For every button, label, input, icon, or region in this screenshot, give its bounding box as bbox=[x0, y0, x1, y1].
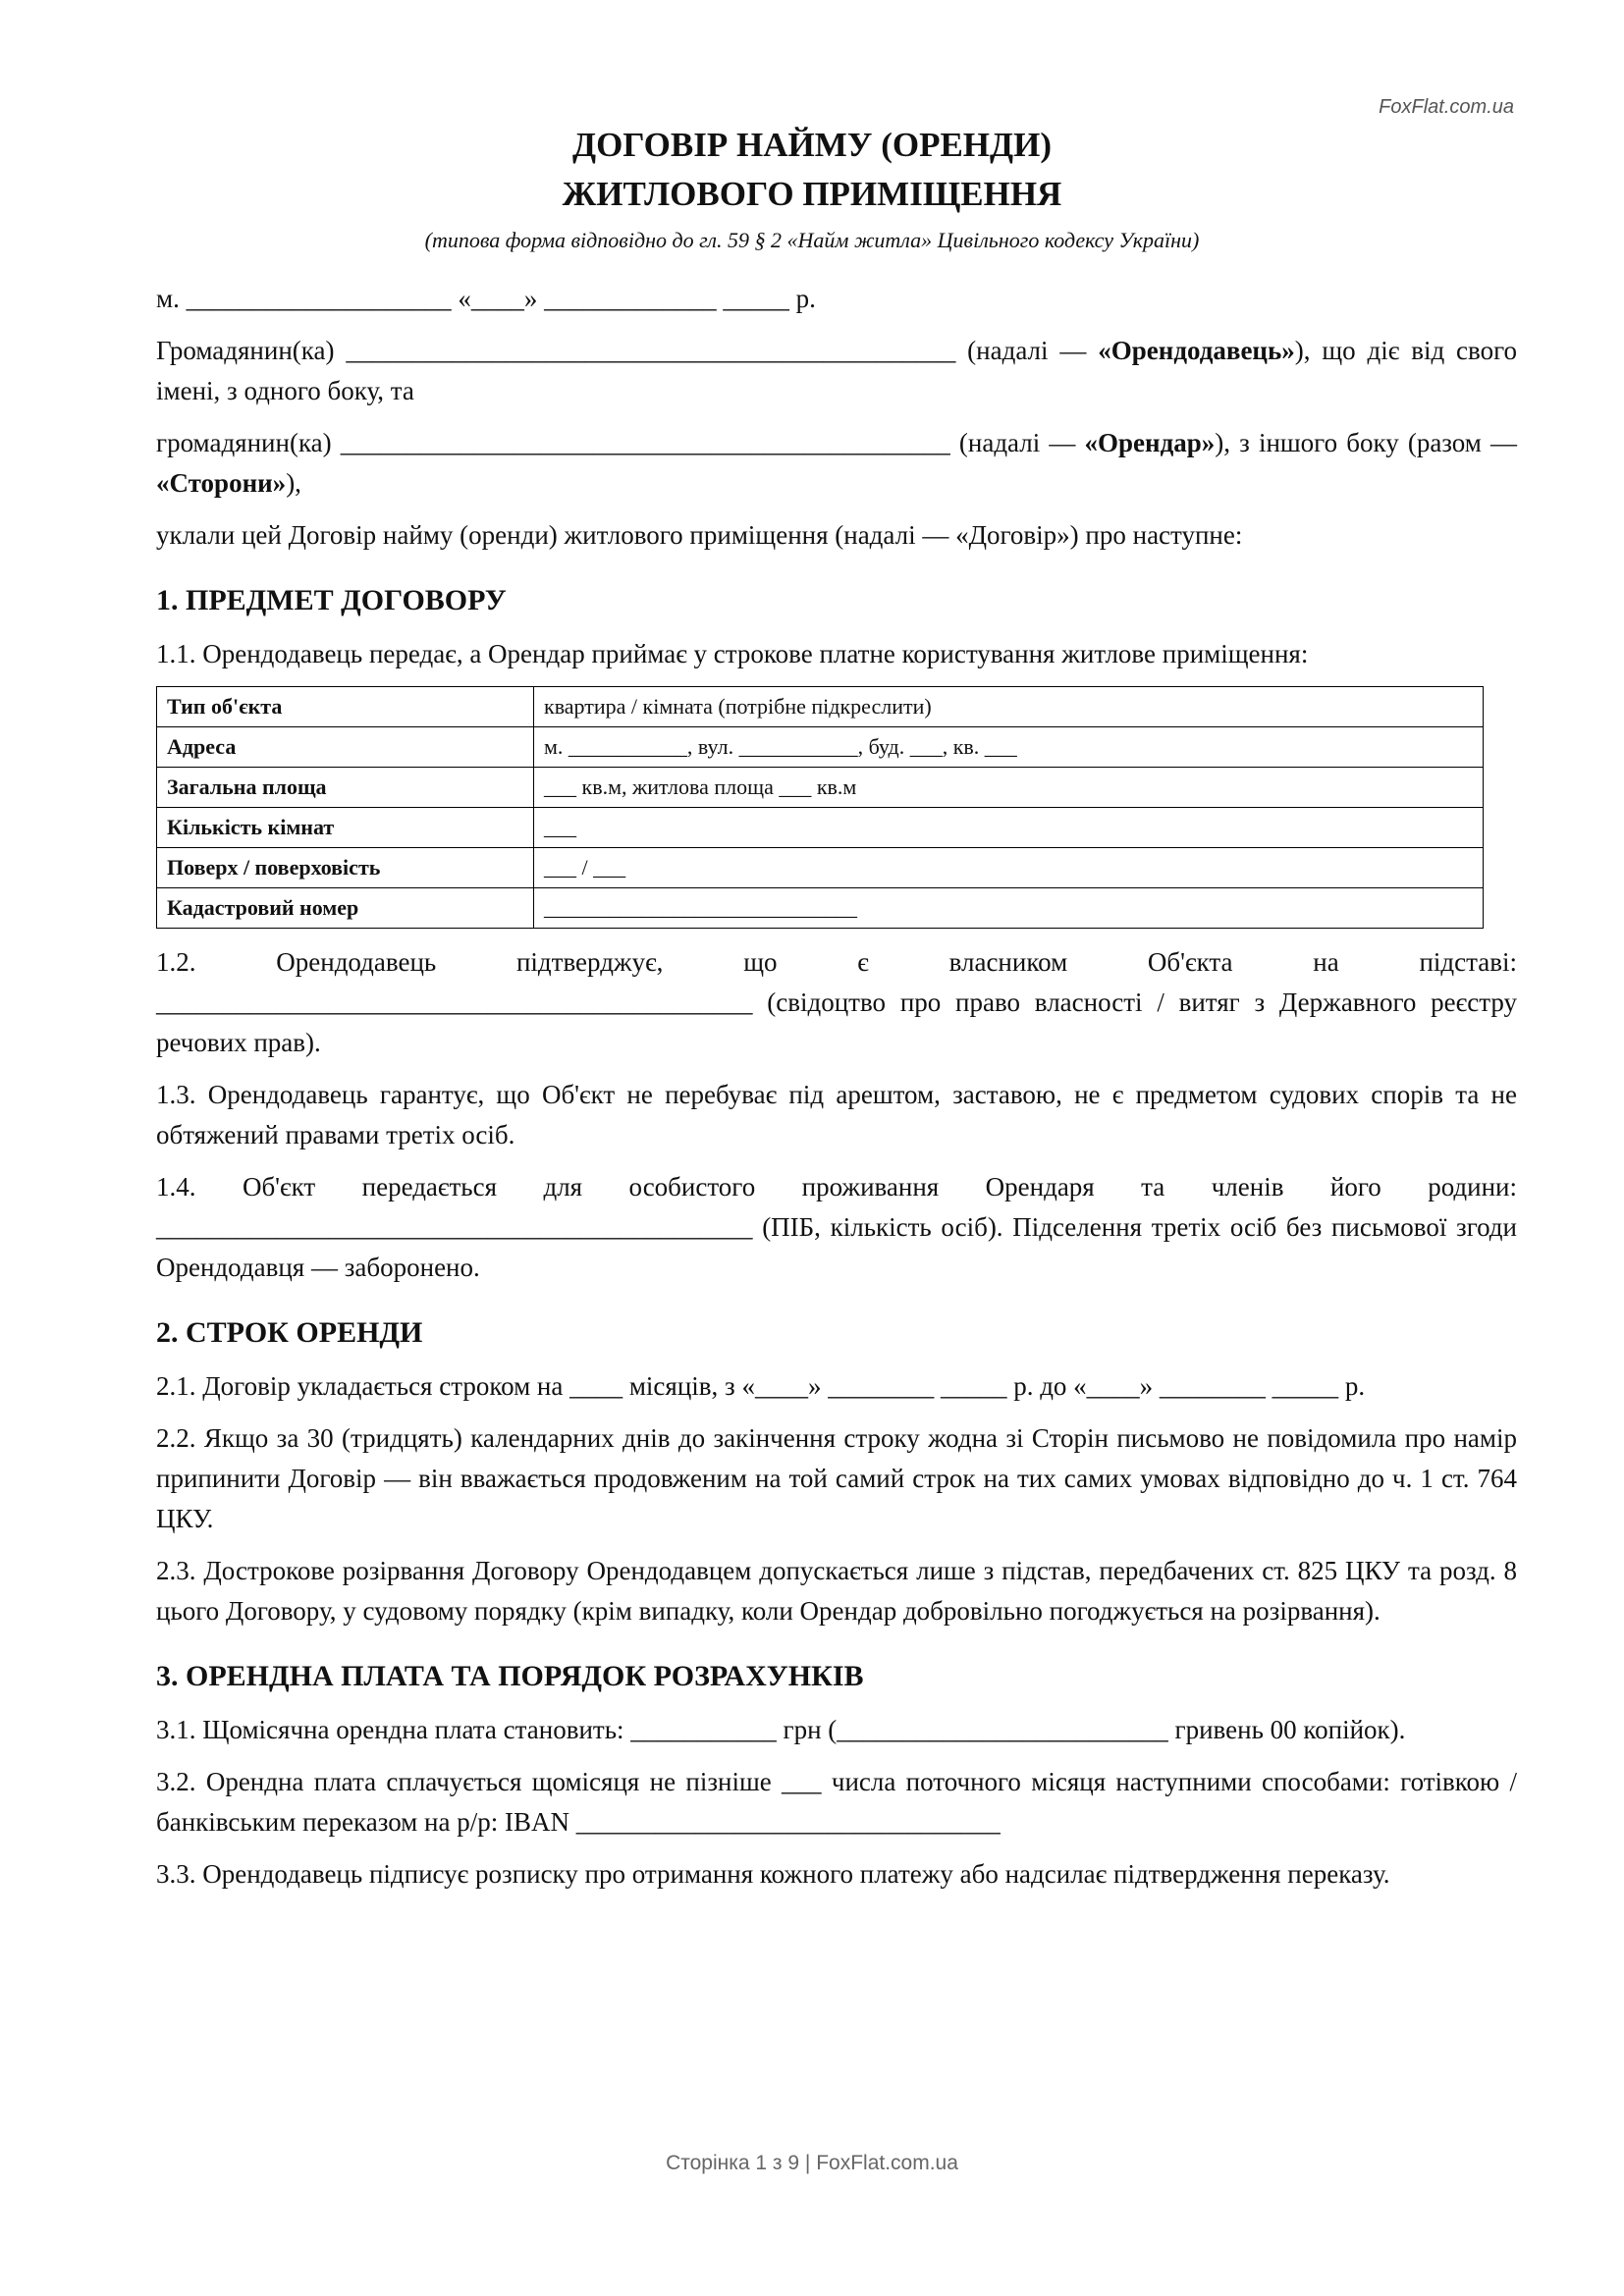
clause-2-1: 2.1. Договір укладається строком на ____ місяців, з «____» ________ _____ р. до «____» ________ _____ р. bbox=[156, 1371, 1366, 1401]
section-2-heading: 2. СТРОК ОРЕНДИ bbox=[156, 1316, 423, 1349]
table-value: ___ кв.м, житлова площа ___ кв.м bbox=[534, 768, 1484, 808]
document-title-line2: ЖИТЛОВОГО ПРИМІЩЕННЯ bbox=[562, 175, 1062, 213]
clause-3-1: 3.1. Щомісячна орендна плата становить: ___________ грн (_________________________ гривень 00 копійок). bbox=[156, 1715, 1406, 1744]
table-key: Кількість кімнат bbox=[157, 808, 534, 848]
landlord-text-pre: Громадянин(ка) ______________________________________________ (надалі — bbox=[156, 336, 1099, 365]
clause-2-3: 2.3. Дострокове розірвання Договору Орендодавцем допускається лише з підстав, передбачених ст. 825 ЦКУ та розд. 8 цього Договору, у судовому порядку (крім випадку, коли Орендар добровільно погоджується на розірвання). bbox=[156, 1556, 1517, 1626]
clause-3-2: 3.2. Орендна плата сплачується щомісяця не пізніше ___ числа поточного місяця наступними способами: готівкою / банківським переказом на р/р: IBAN ________________________________ bbox=[156, 1767, 1517, 1837]
page-footer: Сторінка 1 з 9 | FoxFlat.com.ua bbox=[666, 2152, 958, 2174]
document-subtitle: (типова форма відповідно до гл. 59 § 2 «Найм житла» Цивільного кодексу України) bbox=[424, 228, 1200, 252]
table-row bbox=[157, 888, 1484, 929]
object-table bbox=[156, 686, 1484, 929]
parties-term: «Сторони» bbox=[156, 468, 287, 498]
clause-1-3: 1.3. Орендодавець гарантує, що Об'єкт не перебуває під арештом, заставою, не є предметом судових спорів та не обтяжений правами третіх осіб. bbox=[156, 1080, 1517, 1149]
clause-1-1: 1.1. Орендодавець передає, а Орендар приймає у строкове платне користування житлове приміщення: bbox=[156, 639, 1309, 668]
tenant-text-pre: громадянин(ка) ______________________________________________ (надалі — bbox=[156, 428, 1085, 457]
table-row bbox=[157, 848, 1484, 888]
tenant-paragraph bbox=[156, 423, 1517, 504]
concluded-paragraph: уклали цей Договір найму (оренди) житлового приміщення (надалі — «Договір») про наступне: bbox=[156, 520, 1243, 550]
table-row bbox=[157, 808, 1484, 848]
document-body bbox=[156, 279, 1517, 1906]
landlord-paragraph bbox=[156, 331, 1517, 411]
tenant-term: «Орендар» bbox=[1084, 428, 1216, 457]
table-key: Кадастровий номер bbox=[157, 888, 534, 929]
table-key: Тип об'єкта bbox=[157, 687, 534, 727]
table-value: ___ / ___ bbox=[534, 848, 1484, 888]
clause-1-4: 1.4. Об'єкт передається для особистого проживання Орендаря та членів його родини: _____________________________________________ (ПІБ, кількість осіб). Підселення третіх осіб без письмової згоди Орендодавця — заборонено. bbox=[156, 1172, 1517, 1282]
landlord-text-post: ), що діє від свого імені, з одного боку, та bbox=[156, 336, 1517, 405]
clause-3-3: 3.3. Орендодавець підписує розписку про отримання кожного платежу або надсилає підтвердження переказу. bbox=[156, 1859, 1390, 1889]
table-value: ___ bbox=[534, 808, 1484, 848]
table-value: _____________________________ bbox=[534, 888, 1484, 929]
table-value: квартира / кімната (потрібне підкреслити) bbox=[534, 687, 1484, 727]
document-title-line1: ДОГОВІР НАЙМУ (ОРЕНДИ) bbox=[571, 126, 1052, 164]
table-row bbox=[157, 727, 1484, 768]
tenant-text-post: ), bbox=[286, 468, 301, 498]
table-value: м. ___________, вул. ___________, буд. ___, кв. ___ bbox=[534, 727, 1484, 768]
section-3-heading: 3. ОРЕНДНА ПЛАТА ТА ПОРЯДОК РОЗРАХУНКІВ bbox=[156, 1660, 864, 1692]
clause-2-2: 2.2. Якщо за 30 (тридцять) календарних днів до закінчення строку жодна зі Сторін письмово не повідомила про намір припинити Договір — він вважається продовженим на той самий строк на тих самих умовах відповідно до ч. 1 ст. 764 ЦКУ. bbox=[156, 1423, 1517, 1533]
section-1-heading: 1. ПРЕДМЕТ ДОГОВОРУ bbox=[156, 584, 507, 616]
tenant-text-mid: ), з іншого боку (разом — bbox=[1215, 428, 1518, 457]
clause-1-2: 1.2. Орендодавець підтверджує, що є власником Об'єкта на підставі: _____________________________________________ (свідоцтво про право власності / витяг з Державного реєстру речових прав). bbox=[156, 947, 1517, 1057]
table-row bbox=[157, 687, 1484, 727]
table-row bbox=[157, 768, 1484, 808]
table-key: Поверх / поверховість bbox=[157, 848, 534, 888]
brand-watermark: FoxFlat.com.ua bbox=[1379, 96, 1514, 118]
table-key: Адреса bbox=[157, 727, 534, 768]
table-key: Загальна площа bbox=[157, 768, 534, 808]
landlord-term: «Орендодавець» bbox=[1098, 336, 1295, 365]
place-date-line: м. ____________________ «____» _____________ _____ р. bbox=[156, 284, 816, 313]
